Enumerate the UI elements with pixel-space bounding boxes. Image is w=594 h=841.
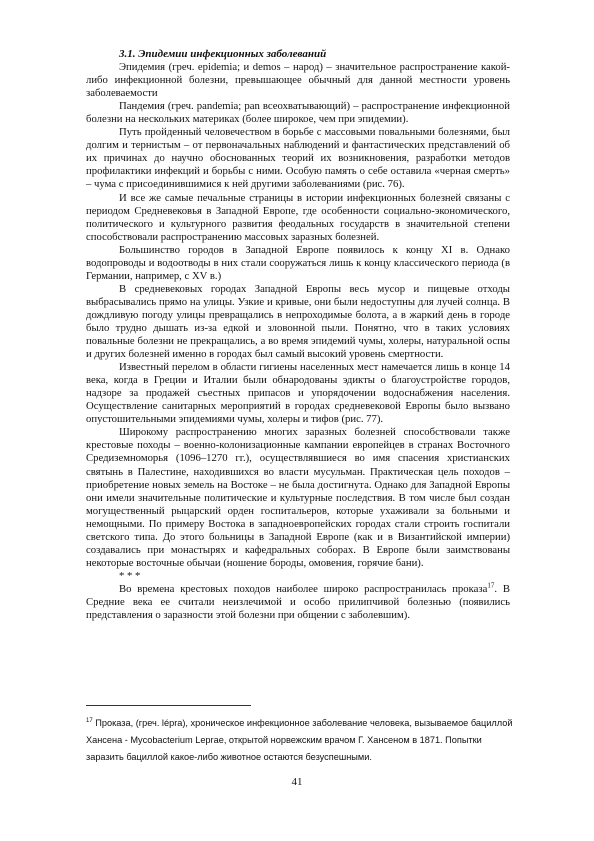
leprosy-text-start: Во времена крестовых походов наиболее широко распространилась проказа [119, 582, 488, 595]
paragraph-epidemic-definition: Эпидемия (греч. epidemia; и demos – народ) – значительное распространение какой-либо инфекционной болезни, превышающее обычный для данной местности уровень заболеваемости [86, 61, 510, 100]
paragraph-pandemic-definition: Пандемия (греч. pandemia; pan всеохватывающий) – распространение инфекционной болезни на нескольких материках (более широкое, чем при эпидемии). [86, 100, 510, 126]
section-heading: 3.1. Эпидемии инфекционных заболеваний [119, 48, 327, 60]
footnote-number: 17 [86, 717, 93, 724]
footnote-text: Проказа, (греч. lépra), хроническое инфекционное заболевание человека, вызываемое бациллой Хансена - Mycobacterium Leprae, открытой норвежским врачом Г. Хансеном в 1871. Попытки заразить бациллой какое-либо животное остаются безуспешными. [86, 718, 513, 762]
leprosy-text-end: . В Средние века ее считали неизлечимой и особо прилипчивой болезнью (появились представления о заразности этой болезни при общении с заболевшим). [86, 582, 510, 622]
page-number: 41 [291, 776, 303, 788]
paragraph-medieval-streets: В средневековых городах Западной Европы весь мусор и пищевые отходы выбрасывались прямо на улицы. Узкие и кривые, они были недоступны для лучей солнца. В дождливую погоду улицы превращались в непроходимые болота, а в жаркий день в городе было трудно дышать из-за едкой и зловонной пыли. Понятно, что в таких условиях повальные болезни не прекращались, а во время эпидемий чумы, холеры, натуральной оспы и других болезней именно в городах был самый высокий уровень смертности. [86, 282, 510, 361]
paragraph-hygiene: Известный перелом в области гигиены населенных мест намечается лишь в конце 14 века, когда в Греции и Италии были обнародованы эдикты о благоустройстве городов, надзоре за продажей съестных припасов и упорядочении водоснабжения населения. Осуществление санитарных мероприятий в городах средневековой Европы было вызвано опустошительными эпидемиями чумы, холеры и тифов (рис. 77). [86, 361, 510, 426]
paragraph-crusades: Широкому распространению многих заразных болезней способствовали также крестовые походы – военно-колонизационные кампании европейцев в странах Восточного Средиземноморья (1096–1270 гг.), осуществлявшиеся во имя спасения христианских святынь в Палестине, находившихся во власти мусульман. Практическая цель походов – приобретение новых земель на Востоке – не была достигнута. Однако для Западной Европы они имели значительные политические и культурные последствия. В том числе был создан могущественный рыцарский орден госпитальеров, которые ухаживали за больными и немощными. По примеру Востока в западноевропейских городах стали строить госпитали светского типа. До этого больницы в Западной Европе (как и в Византийской империи) создавались при монастырях и кафедральных соборах. В Европе были заимствованы некоторые восточные обычаи (ношение бороды, омовения, горячие бани). [86, 426, 510, 569]
paragraph-middle-ages: И все же самые печальные страницы в истории инфекционных болезней связаны с периодом Средневековья в Западной Европе, где особенности социально-экономического, политического и культурного развития феодальных государств в значительной степени способствовали распространению массовых заразных болезней. [86, 191, 510, 243]
paragraph-history-struggle: Путь пройденный человечеством в борьбе с массовыми повальными болезнями, был долгим и тернистым – от первоначальных наблюдений и фантастических представлений об их причинах до научно обоснованных теорий их возникновения, разработки методов профилактики инфекций и борьбы с ними. Особую память о себе оставила «черная смерть» – чума с присоединившимися к ней другими заболеваниями (рис. 76). [86, 126, 510, 191]
paragraph-cities: Большинство городов в Западной Европе появилось к концу XI в. Однако водопроводы и водоотводы в них стали сооружаться лишь к концу классического периода (в Германии, например, с XV в.) [86, 243, 510, 282]
section-separator: * * * [119, 569, 141, 582]
paragraph-leprosy [86, 583, 510, 622]
footnote-divider [86, 705, 251, 706]
footnote [86, 715, 514, 766]
main-text [86, 48, 510, 622]
footnote-reference[interactable]: 17 [487, 581, 495, 590]
